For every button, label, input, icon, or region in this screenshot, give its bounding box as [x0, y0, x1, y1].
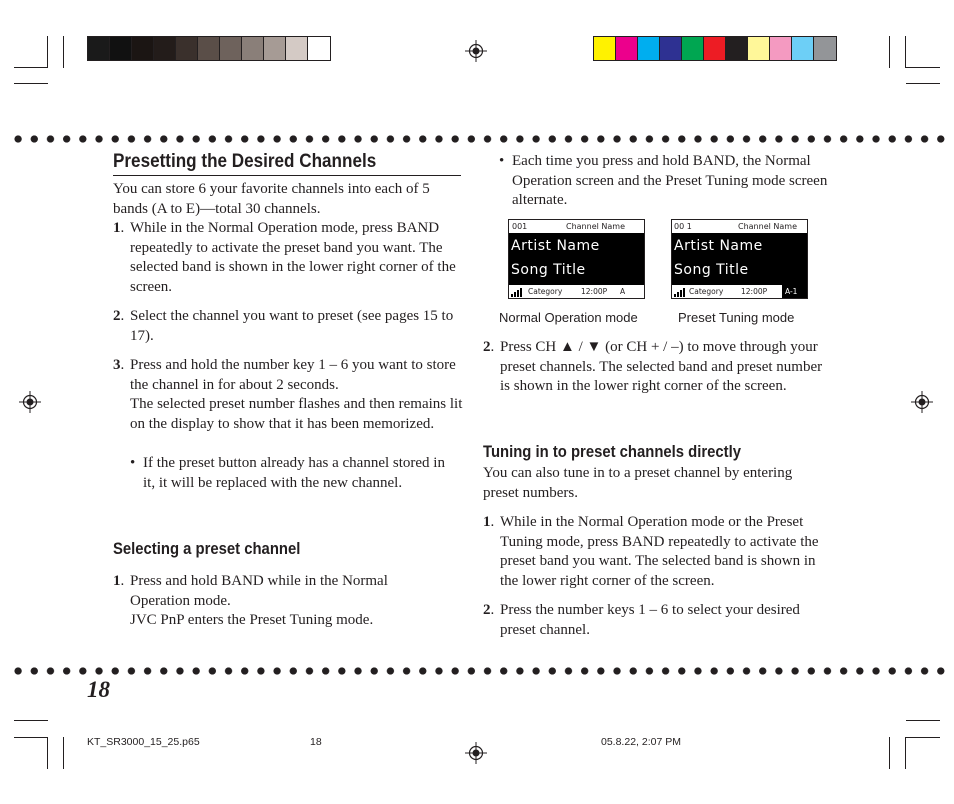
step-number: 3 — [113, 357, 121, 373]
step-number: 2 — [483, 339, 491, 355]
song-title: Song Title — [511, 262, 586, 278]
crop-mark — [47, 36, 48, 68]
grayscale-calibration-bar — [87, 36, 331, 61]
screen-caption: Normal Operation mode — [499, 310, 638, 325]
step-3-bullet — [130, 454, 450, 493]
crop-mark — [14, 83, 48, 84]
band-indicator: A — [620, 287, 626, 296]
section-title: Presetting the Desired Channels — [113, 151, 377, 172]
preset-tuning-screen — [671, 219, 808, 299]
color-swatch — [726, 37, 748, 60]
artist-name: Artist Name — [511, 238, 600, 254]
alternate-bullet — [499, 152, 834, 211]
color-swatch — [286, 37, 308, 60]
clock: 12:00P — [741, 287, 768, 296]
step-1: 1. While in the Normal Operation mode, press BAND repeatedly to activate the preset band you want. The selected band is shown in the lower right corner of the screen. — [113, 219, 463, 297]
crop-mark — [906, 83, 940, 84]
color-swatch — [594, 37, 616, 60]
bullet-icon: • — [499, 153, 505, 169]
subheading: Tuning in to preset channels directly — [483, 443, 741, 461]
color-swatch — [308, 37, 330, 60]
step-text: Press and hold BAND while in the Normal Operation mode. — [130, 573, 388, 609]
color-swatch — [176, 37, 198, 60]
color-swatch — [198, 37, 220, 60]
crop-mark — [14, 720, 48, 721]
color-swatch — [704, 37, 726, 60]
footer-filename: KT_SR3000_15_25.p65 — [87, 736, 200, 748]
registration-mark-icon — [911, 391, 933, 413]
crop-mark — [14, 737, 48, 738]
crop-mark — [63, 36, 64, 68]
crop-mark — [889, 737, 890, 769]
color-swatch — [88, 37, 110, 60]
color-swatch — [748, 37, 770, 60]
page-number: 18 — [87, 677, 110, 702]
crop-mark — [14, 67, 48, 68]
channel-number: 00 1 — [674, 222, 692, 231]
step-text: Press the number keys 1 – 6 to select your desired preset channel. — [500, 602, 800, 638]
crop-mark — [47, 737, 48, 769]
step-text: Press CH ▲ / ▼ (or CH + / –) to move through your preset channels. The selected band and preset number is shown in the lower right corner of the screen. — [500, 339, 823, 395]
footer-date: 05.8.22, 2:07 PM — [601, 736, 681, 748]
color-swatch — [660, 37, 682, 60]
step-extra-text: JVC PnP enters the Preset Tuning mode. — [130, 612, 374, 629]
signal-strength-icon — [674, 288, 686, 297]
crop-mark — [906, 737, 940, 738]
color-swatch — [132, 37, 154, 60]
normal-operation-screen — [508, 219, 645, 299]
color-swatch — [814, 37, 836, 60]
color-swatch — [242, 37, 264, 60]
color-swatch — [682, 37, 704, 60]
color-calibration-bar — [593, 36, 837, 61]
step-number: 1 — [483, 514, 491, 530]
crop-mark — [905, 36, 906, 68]
band-indicator: A-1 — [782, 285, 807, 298]
channel-name: Channel Name — [566, 222, 625, 231]
registration-mark-icon — [465, 40, 487, 62]
bullet-text: Each time you press and hold BAND, the Normal Operation screen and the Preset Tuning mode screen alternate. — [512, 153, 828, 209]
category-label: Category — [689, 287, 724, 296]
direct-step-2: 2. Press the number keys 1 – 6 to select your desired preset channel. — [483, 601, 828, 640]
song-title: Song Title — [674, 262, 749, 278]
clock: 12:00P — [581, 287, 608, 296]
intro-paragraph: You can store 6 your favorite channels into each of 5 bands (A to E)—total 30 channels. — [113, 181, 430, 217]
step-text: Select the channel you want to preset (see pages 15 to 17). — [130, 308, 454, 344]
step-text: While in the Normal Operation mode or the Preset Tuning mode, press BAND repeatedly to activate the preset band you want. The selected band is shown in the lower right corner of the screen. — [500, 514, 819, 589]
step-number: 2 — [113, 308, 121, 324]
title-underline — [113, 175, 461, 176]
channel-number: 001 — [512, 222, 528, 231]
registration-mark-icon — [19, 391, 41, 413]
step-text: Press and hold the number key 1 – 6 you want to store the channel in for about 2 seconds. — [130, 357, 456, 393]
bullet-icon: • — [130, 455, 136, 471]
color-swatch — [792, 37, 814, 60]
color-swatch — [638, 37, 660, 60]
crop-mark — [905, 737, 906, 769]
color-swatch — [110, 37, 132, 60]
crop-mark — [906, 720, 940, 721]
dotted-rule-bottom — [10, 666, 950, 676]
screen-caption: Preset Tuning mode — [678, 310, 795, 325]
step-extra-text: The selected preset number flashes and then remains lit on the display to show that it has been memorized. — [130, 396, 463, 432]
step-3: 3. Press and hold the number key 1 – 6 you want to store the channel in for about 2 seconds. The selected preset number flashes and then remains lit on the display to show that it has been memorized. — [113, 356, 463, 434]
bullet-text: If the preset button already has a channel stored in it, it will be replaced with the new channel. — [143, 455, 445, 491]
subheading: Selecting a preset channel — [113, 540, 301, 558]
footer-page: 18 — [310, 736, 322, 748]
artist-name: Artist Name — [674, 238, 763, 254]
step-number: 2 — [483, 602, 491, 618]
sub-step-1: 1. Press and hold BAND while in the Normal Operation mode. JVC PnP enters the Preset Tuning mode. — [113, 572, 463, 631]
signal-strength-icon — [511, 288, 523, 297]
direct-step-1: 1. While in the Normal Operation mode or the Preset Tuning mode, press BAND repeatedly to activate the preset band you want. The selected band is shown in the lower right corner of the screen. — [483, 513, 828, 591]
color-swatch — [264, 37, 286, 60]
crop-mark — [63, 737, 64, 769]
step-number: 1 — [113, 220, 121, 236]
color-swatch — [154, 37, 176, 60]
registration-mark-icon — [465, 742, 487, 764]
step-2: 2. Select the channel you want to preset (see pages 15 to 17). — [113, 307, 463, 346]
step-text: While in the Normal Operation mode, press BAND repeatedly to activate the preset band you want. The selected band is shown in the lower right corner of the screen. — [130, 220, 456, 295]
category-label: Category — [528, 287, 563, 296]
crop-mark — [906, 67, 940, 68]
color-swatch — [770, 37, 792, 60]
intro-paragraph: You can also tune in to a preset channel by entering preset numbers. — [483, 465, 793, 501]
color-swatch — [616, 37, 638, 60]
right-step-2: 2. Press CH ▲ / ▼ (or CH + / –) to move through your preset channels. The selected band and preset number is shown in the lower right corner of the screen. — [483, 338, 831, 397]
color-swatch — [220, 37, 242, 60]
step-number: 1 — [113, 573, 121, 589]
dotted-rule-top — [10, 134, 950, 144]
crop-mark — [889, 36, 890, 68]
channel-name: Channel Name — [738, 222, 797, 231]
